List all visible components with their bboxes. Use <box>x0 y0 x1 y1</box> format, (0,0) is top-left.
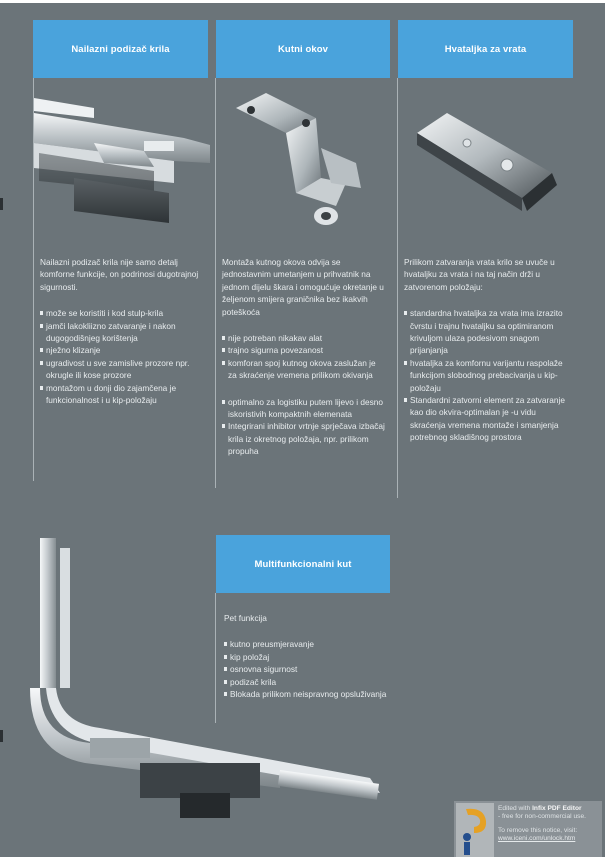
margin-tick <box>0 198 3 210</box>
watermark-line3: To remove this notice, visit: <box>498 826 578 834</box>
corner-description <box>222 256 385 458</box>
watermark-brand: Infix PDF Editor <box>532 805 582 812</box>
list-item: komforan spoj kutnog okova zaslužan je za skraćenje vremena prilikom okivanja <box>222 357 385 382</box>
catch-intro: Prilikom zatvaranja vrata krilo se uvuče u hvataljku za vrata i na taj način drži u zatvorenom položaju: <box>404 257 555 292</box>
list-item: nije potreban nikakav alat <box>222 332 385 344</box>
watermark-prefix: Edited with <box>498 805 533 812</box>
list-item: Blokada prilikom neispravnog opsluživanja <box>224 688 404 700</box>
lifter-description <box>40 256 205 406</box>
corner-bullets-b <box>222 396 385 458</box>
list-item: standardna hvataljka za vrata ima izrazito čvrstu i trajnu hvataljku sa optimiranom krivuljom ulaza podesivom snagom prijanjanja <box>404 307 569 357</box>
watermark-link[interactable]: www.iceni.com/unlock.htm <box>498 835 576 843</box>
corner-bullets-a <box>222 332 385 382</box>
catch-bullets <box>404 307 569 443</box>
list-item: osnovna sigurnost <box>224 663 404 675</box>
tab-multi: Multifunkcionalni kut <box>216 535 390 593</box>
multi-description <box>224 612 404 700</box>
list-item: Integrirani inhibitor vrtnje sprječava izbačaj krila iz okretnog položaja, npr. prilikom propuha <box>222 420 385 457</box>
editor-watermark <box>454 801 602 859</box>
list-item: Standardni zatvorni element za zatvaranje kao dio okvira-optimalan je -u vidu skraćenja vremena montaže i smanjenja potrebnog skladišnog prostora <box>404 394 569 444</box>
lifter-intro: Nailazni podizač krila nije samo detalj komforne funkcije, on podrinosi dugotrajnoj sigurnosti. <box>40 257 199 292</box>
list-item: nježno klizanje <box>40 344 205 356</box>
tab-catch: Hvataljka za vrata <box>398 20 573 78</box>
list-item: optimalno za logistiku putem lijevo i desno iskoristivih kompaktnih elemenata <box>222 396 385 421</box>
column-rule <box>397 78 398 498</box>
tab-corner: Kutni okov <box>216 20 390 78</box>
corner-intro: Montaža kutnog okova odvija se jednostavnim umetanjem u prihvatnik na jednom dijelu škara i omogućuje okretanje u željenom smijera graničnika bez ikakvih poteškoća <box>222 257 384 317</box>
list-item: može se koristiti i kod stulp-krila <box>40 307 205 319</box>
column-rule <box>215 78 216 488</box>
brochure-page <box>0 3 605 857</box>
tab-lifter: Nailazni podizač krila <box>33 20 208 78</box>
list-item: kutno preusmjeravanje <box>224 638 404 650</box>
infix-logo-icon <box>456 803 494 857</box>
list-item: hvataljka za komfornu varijantu raspolaže funkcijom slobodnog prebacivanja u kip-položaju <box>404 357 569 394</box>
list-item: ugradivost u sve zamislive prozore npr. okrugle ili kose prozore <box>40 357 205 382</box>
corner-fitting-image <box>226 88 376 228</box>
multi-bullets <box>224 638 404 700</box>
list-item: podizač krila <box>224 676 404 688</box>
door-catch-image <box>412 93 562 223</box>
margin-tick <box>0 730 3 742</box>
list-item: montažom u donji dio zajamčena je funkcionalnost i u kip-položaju <box>40 382 205 407</box>
list-item: trajno sigurna povezanost <box>222 344 385 356</box>
window-lifter-image <box>34 83 210 233</box>
catch-description <box>404 256 569 444</box>
lifter-bullets <box>40 307 205 406</box>
list-item: jamči lakokliizno zatvaranje i nakon dugogodišnjeg korištenja <box>40 320 205 345</box>
watermark-line2: - free for non-commercial use. <box>498 813 586 821</box>
list-item: kip položaj <box>224 651 404 663</box>
multi-intro: Pet funkcija <box>224 613 267 623</box>
